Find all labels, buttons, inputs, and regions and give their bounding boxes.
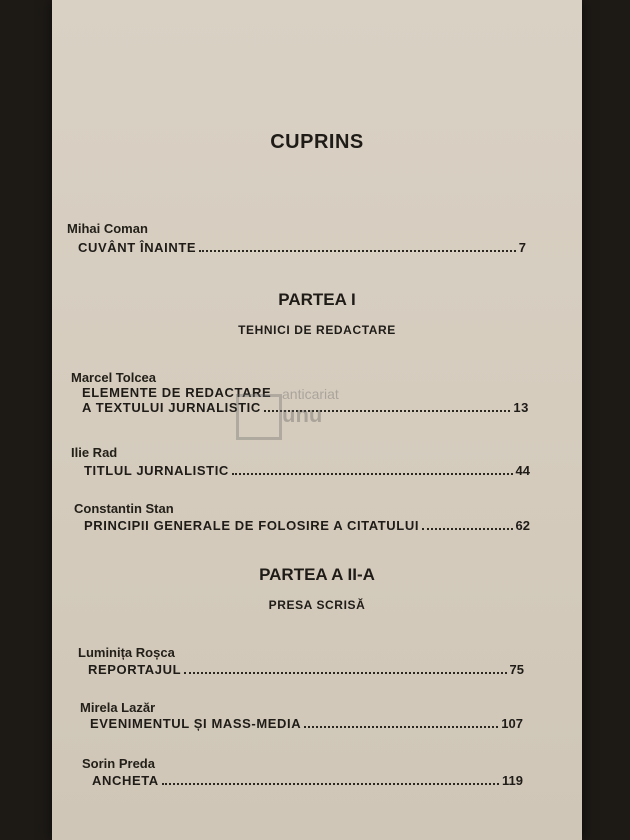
dot-leader bbox=[232, 472, 513, 475]
entry-title: CUVÂNT ÎNAINTE bbox=[78, 240, 197, 255]
entry-author: Constantin Stan bbox=[74, 501, 174, 516]
toc-entry[interactable] bbox=[84, 518, 530, 533]
entry-page-number: 119 bbox=[502, 773, 523, 788]
dot-leader bbox=[304, 725, 498, 728]
dot-leader bbox=[199, 249, 516, 252]
entry-page-number: 13 bbox=[513, 400, 529, 415]
toc-entry[interactable] bbox=[84, 463, 530, 478]
dot-leader bbox=[184, 671, 506, 674]
toc-entry[interactable] bbox=[78, 240, 526, 255]
watermark-logo: anticariat unu bbox=[236, 382, 376, 442]
entry-title-line1: ELEMENTE DE REDACTARE bbox=[82, 385, 272, 400]
entry-author: Ilie Rad bbox=[71, 445, 118, 460]
part-heading: PARTEA I bbox=[278, 290, 356, 309]
entry-title: TITLUL JURNALISTIC bbox=[84, 463, 229, 478]
toc-entry[interactable] bbox=[88, 662, 524, 677]
entry-author: Mihai Coman bbox=[67, 221, 148, 236]
entry-title-line2: A TEXTULUI JURNALISTIC bbox=[82, 400, 261, 415]
part-subtitle: PRESA SCRISĂ bbox=[268, 598, 366, 612]
part-heading: PARTEA A II-A bbox=[259, 565, 375, 584]
entry-title: EVENIMENTUL ȘI MASS-MEDIA bbox=[90, 716, 302, 731]
entry-page-number: 7 bbox=[518, 240, 526, 255]
toc-entry[interactable] bbox=[90, 716, 523, 731]
dot-leader bbox=[162, 782, 499, 785]
part-subtitle: TEHNICI DE REDACTARE bbox=[238, 323, 396, 337]
entry-page-number: 44 bbox=[515, 463, 530, 478]
book-icon bbox=[236, 394, 282, 440]
book-page bbox=[52, 0, 582, 840]
entry-title: PRINCIPII GENERALE DE FOLOSIRE A CITATULUI bbox=[84, 518, 420, 533]
dot-leader bbox=[422, 527, 512, 530]
entry-title: REPORTAJUL bbox=[88, 662, 182, 677]
entry-page-number: 62 bbox=[515, 518, 530, 533]
entry-page-number: 75 bbox=[509, 662, 524, 677]
entry-author: Mirela Lazăr bbox=[80, 700, 156, 715]
entry-author: Marcel Tolcea bbox=[71, 370, 157, 385]
entry-title: ANCHETA bbox=[92, 773, 159, 788]
toc-entry[interactable] bbox=[92, 773, 523, 788]
entry-author: Luminița Roșca bbox=[78, 645, 175, 660]
page-title: CUPRINS bbox=[270, 131, 364, 153]
entry-page-number: 107 bbox=[501, 716, 523, 731]
entry-author: Sorin Preda bbox=[82, 756, 155, 771]
